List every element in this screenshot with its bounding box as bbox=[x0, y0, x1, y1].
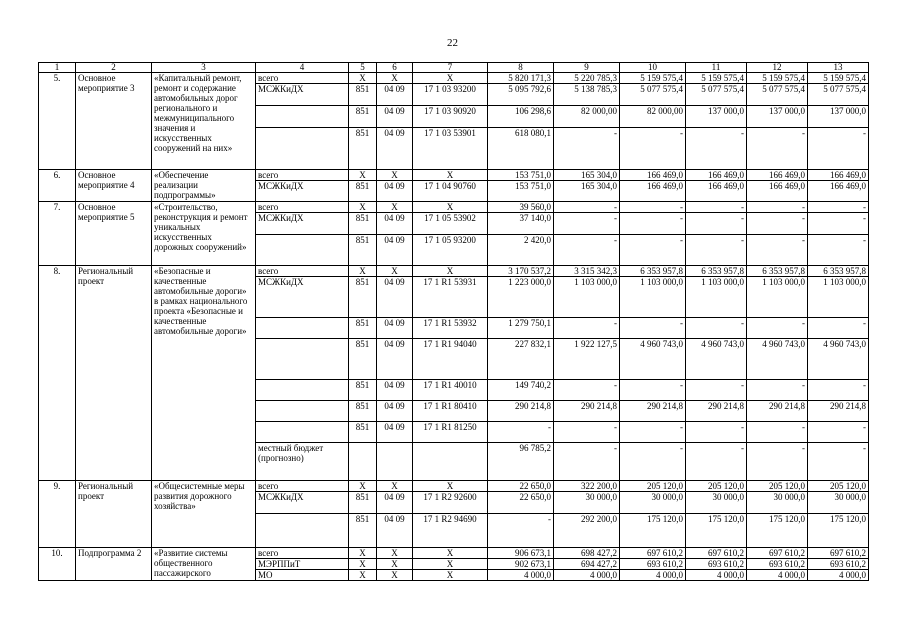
amount-year-3: 4 960 743,0 bbox=[620, 339, 686, 380]
section-code: 04 09 bbox=[377, 492, 413, 514]
amount-year-4: 290 214,8 bbox=[686, 401, 747, 422]
amount-year-5: 5 077 575,4 bbox=[747, 84, 808, 106]
grbs-code: 851 bbox=[349, 401, 377, 422]
amount-year-4: 175 120,0 bbox=[686, 514, 747, 548]
amount-year-4: - bbox=[686, 128, 747, 170]
amount-year-5: - bbox=[747, 318, 808, 339]
amount-year-2: - bbox=[554, 235, 620, 266]
amount-year-1: 22 650,0 bbox=[488, 481, 554, 492]
program-name: Основное мероприятие 4 bbox=[76, 170, 152, 202]
amount-year-5: 5 159 575,4 bbox=[747, 73, 808, 84]
section-code: 04 09 bbox=[377, 318, 413, 339]
amount-year-3: - bbox=[620, 443, 686, 481]
target-article-code: Х bbox=[413, 266, 488, 277]
amount-year-2: 3 315 342,3 bbox=[554, 266, 620, 277]
amount-year-6: 290 214,8 bbox=[808, 401, 869, 422]
amount-year-6: 5 159 575,4 bbox=[808, 73, 869, 84]
amount-year-2: 30 000,0 bbox=[554, 492, 620, 514]
section-code: Х bbox=[377, 570, 413, 581]
amount-year-2: 694 427,2 bbox=[554, 559, 620, 570]
program-name: Региональный проект bbox=[76, 481, 152, 548]
amount-year-4: 166 469,0 bbox=[686, 181, 747, 202]
amount-year-4: 5 159 575,4 bbox=[686, 73, 747, 84]
table-row bbox=[39, 170, 869, 181]
funding-source: всего bbox=[256, 73, 349, 84]
column-number-9: 9 bbox=[554, 63, 620, 73]
column-number-10: 10 bbox=[620, 63, 686, 73]
column-number-6: 6 bbox=[377, 63, 413, 73]
target-article-code: 17 1 R1 94040 bbox=[413, 339, 488, 380]
amount-year-6: - bbox=[808, 213, 869, 235]
target-article-code: 17 1 03 53901 bbox=[413, 128, 488, 170]
amount-year-3: - bbox=[620, 235, 686, 266]
amount-year-2: 1 922 127,5 bbox=[554, 339, 620, 380]
funding-source: МСЖКиДХ bbox=[256, 181, 349, 202]
amount-year-1: 37 140,0 bbox=[488, 213, 554, 235]
amount-year-1: - bbox=[488, 514, 554, 548]
amount-year-5: 137 000,0 bbox=[747, 106, 808, 128]
amount-year-4: 30 000,0 bbox=[686, 492, 747, 514]
amount-year-1: 2 420,0 bbox=[488, 235, 554, 266]
target-article-code: Х bbox=[413, 202, 488, 213]
amount-year-5: 697 610,2 bbox=[747, 548, 808, 559]
section-code: 04 09 bbox=[377, 181, 413, 202]
funding-source: всего bbox=[256, 548, 349, 559]
funding-source: МСЖКиДХ bbox=[256, 84, 349, 106]
amount-year-1: 5 820 171,3 bbox=[488, 73, 554, 84]
amount-year-5: - bbox=[747, 443, 808, 481]
amount-year-6: - bbox=[808, 443, 869, 481]
grbs-code: 851 bbox=[349, 339, 377, 380]
amount-year-1: 39 560,0 bbox=[488, 202, 554, 213]
amount-year-6: 137 000,0 bbox=[808, 106, 869, 128]
amount-year-3: - bbox=[620, 380, 686, 401]
amount-year-3: 30 000,0 bbox=[620, 492, 686, 514]
amount-year-6: 5 077 575,4 bbox=[808, 84, 869, 106]
column-number-3: 3 bbox=[152, 63, 256, 73]
program-name: Основное мероприятие 3 bbox=[76, 73, 152, 170]
funding-source: МСЖКиДХ bbox=[256, 213, 349, 235]
amount-year-4: 5 077 575,4 bbox=[686, 84, 747, 106]
amount-year-4: 137 000,0 bbox=[686, 106, 747, 128]
amount-year-1: 1 279 750,1 bbox=[488, 318, 554, 339]
table-row bbox=[39, 266, 869, 277]
target-article-code: 17 1 R1 53931 bbox=[413, 277, 488, 318]
amount-year-1: 96 785,2 bbox=[488, 443, 554, 481]
program-name: Региональный проект bbox=[76, 266, 152, 481]
amount-year-6: - bbox=[808, 235, 869, 266]
column-number-12: 12 bbox=[747, 63, 808, 73]
grbs-code: 851 bbox=[349, 492, 377, 514]
amount-year-5: - bbox=[747, 213, 808, 235]
amount-year-1: 22 650,0 bbox=[488, 492, 554, 514]
target-article-code: Х bbox=[413, 481, 488, 492]
program-description: «Капитальный ремонт, ремонт и содержание автомобильных дорог регионального и межмуниципального значения и искусственных сооружений на них» bbox=[152, 73, 256, 170]
column-number-7: 7 bbox=[413, 63, 488, 73]
funding-source: всего bbox=[256, 481, 349, 492]
funding-source: местный бюджет (прогнозно) bbox=[256, 443, 349, 481]
funding-source bbox=[256, 422, 349, 443]
amount-year-4: 693 610,2 bbox=[686, 559, 747, 570]
target-article-code: 17 1 R1 40010 bbox=[413, 380, 488, 401]
section-code: 04 09 bbox=[377, 235, 413, 266]
program-name: Подпрограмма 2 bbox=[76, 548, 152, 581]
amount-year-6: 697 610,2 bbox=[808, 548, 869, 559]
amount-year-2: - bbox=[554, 422, 620, 443]
funding-source: МСЖКиДХ bbox=[256, 492, 349, 514]
column-number-row bbox=[39, 63, 869, 73]
amount-year-5: - bbox=[747, 128, 808, 170]
amount-year-5: 205 120,0 bbox=[747, 481, 808, 492]
amount-year-6: 205 120,0 bbox=[808, 481, 869, 492]
section-code: 04 09 bbox=[377, 339, 413, 380]
table-row bbox=[39, 548, 869, 559]
grbs-code: Х bbox=[349, 170, 377, 181]
section-code: 04 09 bbox=[377, 422, 413, 443]
amount-year-2: 290 214,8 bbox=[554, 401, 620, 422]
funding-source: МСЖКиДХ bbox=[256, 277, 349, 318]
amount-year-3: 697 610,2 bbox=[620, 548, 686, 559]
amount-year-3: - bbox=[620, 422, 686, 443]
grbs-code: 851 bbox=[349, 181, 377, 202]
row-number: 6. bbox=[39, 170, 76, 202]
program-description: «Строительство, реконструкция и ремонт уникальных искусственных дорожных сооружений» bbox=[152, 202, 256, 266]
amount-year-2: 292 200,0 bbox=[554, 514, 620, 548]
amount-year-5: 1 103 000,0 bbox=[747, 277, 808, 318]
target-article-code: 17 1 05 93200 bbox=[413, 235, 488, 266]
section-code: Х bbox=[377, 559, 413, 570]
amount-year-2: 322 200,0 bbox=[554, 481, 620, 492]
section-code: 04 09 bbox=[377, 128, 413, 170]
target-article-code: Х bbox=[413, 559, 488, 570]
amount-year-4: 4 960 743,0 bbox=[686, 339, 747, 380]
section-code: 04 09 bbox=[377, 84, 413, 106]
amount-year-5: 175 120,0 bbox=[747, 514, 808, 548]
amount-year-6: 4 000,0 bbox=[808, 570, 869, 581]
amount-year-4: 166 469,0 bbox=[686, 170, 747, 181]
grbs-code: 851 bbox=[349, 213, 377, 235]
amount-year-3: 693 610,2 bbox=[620, 559, 686, 570]
amount-year-1: 290 214,8 bbox=[488, 401, 554, 422]
amount-year-1: 618 080,1 bbox=[488, 128, 554, 170]
amount-year-1: 902 673,1 bbox=[488, 559, 554, 570]
amount-year-3: 205 120,0 bbox=[620, 481, 686, 492]
column-number-1: 1 bbox=[39, 63, 76, 73]
amount-year-1: 5 095 792,6 bbox=[488, 84, 554, 106]
grbs-code: Х bbox=[349, 548, 377, 559]
amount-year-2: 5 138 785,3 bbox=[554, 84, 620, 106]
amount-year-3: - bbox=[620, 213, 686, 235]
amount-year-5: 290 214,8 bbox=[747, 401, 808, 422]
section-code bbox=[377, 443, 413, 481]
amount-year-6: 175 120,0 bbox=[808, 514, 869, 548]
grbs-code: 851 bbox=[349, 106, 377, 128]
section-code: Х bbox=[377, 170, 413, 181]
amount-year-6: - bbox=[808, 318, 869, 339]
amount-year-3: 166 469,0 bbox=[620, 181, 686, 202]
amount-year-3: 290 214,8 bbox=[620, 401, 686, 422]
amount-year-5: 4 960 743,0 bbox=[747, 339, 808, 380]
grbs-code: Х bbox=[349, 73, 377, 84]
target-article-code: Х bbox=[413, 73, 488, 84]
amount-year-6: - bbox=[808, 422, 869, 443]
section-code: Х bbox=[377, 548, 413, 559]
section-code: Х bbox=[377, 266, 413, 277]
amount-year-1: 4 000,0 bbox=[488, 570, 554, 581]
target-article-code: 17 1 R1 81250 bbox=[413, 422, 488, 443]
amount-year-2: - bbox=[554, 202, 620, 213]
column-number-13: 13 bbox=[808, 63, 869, 73]
amount-year-3: - bbox=[620, 202, 686, 213]
column-number-2: 2 bbox=[76, 63, 152, 73]
table-row bbox=[39, 73, 869, 84]
target-article-code: 17 1 R1 80410 bbox=[413, 401, 488, 422]
grbs-code: Х bbox=[349, 202, 377, 213]
amount-year-5: 166 469,0 bbox=[747, 181, 808, 202]
funding-source bbox=[256, 128, 349, 170]
row-number: 8. bbox=[39, 266, 76, 481]
amount-year-1: 1 223 000,0 bbox=[488, 277, 554, 318]
funding-source: всего bbox=[256, 170, 349, 181]
amount-year-1: 149 740,2 bbox=[488, 380, 554, 401]
grbs-code: 851 bbox=[349, 84, 377, 106]
amount-year-1: 227 832,1 bbox=[488, 339, 554, 380]
amount-year-5: - bbox=[747, 235, 808, 266]
page-number: 22 bbox=[447, 37, 458, 49]
target-article-code: 17 1 03 93200 bbox=[413, 84, 488, 106]
amount-year-6: 166 469,0 bbox=[808, 170, 869, 181]
program-name: Основное мероприятие 5 bbox=[76, 202, 152, 266]
row-number: 9. bbox=[39, 481, 76, 548]
amount-year-5: 693 610,2 bbox=[747, 559, 808, 570]
target-article-code: 17 1 R2 94690 bbox=[413, 514, 488, 548]
funding-source: МО bbox=[256, 570, 349, 581]
section-code: 04 09 bbox=[377, 277, 413, 318]
amount-year-2: 5 220 785,3 bbox=[554, 73, 620, 84]
amount-year-6: 6 353 957,8 bbox=[808, 266, 869, 277]
column-number-11: 11 bbox=[686, 63, 747, 73]
target-article-code: Х bbox=[413, 170, 488, 181]
target-article-code: Х bbox=[413, 548, 488, 559]
funding-source bbox=[256, 318, 349, 339]
grbs-code: Х bbox=[349, 570, 377, 581]
row-number: 7. bbox=[39, 202, 76, 266]
amount-year-4: 4 000,0 bbox=[686, 570, 747, 581]
grbs-code: 851 bbox=[349, 318, 377, 339]
program-description: «Безопасные и качественные автомобильные дороги» в рамках национального проекта «Безопасные и качественные автомобильные дороги» bbox=[152, 266, 256, 481]
amount-year-2: - bbox=[554, 380, 620, 401]
amount-year-3: 6 353 957,8 bbox=[620, 266, 686, 277]
amount-year-6: 1 103 000,0 bbox=[808, 277, 869, 318]
amount-year-1: 153 751,0 bbox=[488, 181, 554, 202]
target-article-code: 17 1 R1 53932 bbox=[413, 318, 488, 339]
amount-year-5: - bbox=[747, 202, 808, 213]
target-article-code: Х bbox=[413, 570, 488, 581]
funding-source: всего bbox=[256, 202, 349, 213]
amount-year-6: 4 960 743,0 bbox=[808, 339, 869, 380]
amount-year-3: 175 120,0 bbox=[620, 514, 686, 548]
amount-year-4: 697 610,2 bbox=[686, 548, 747, 559]
amount-year-3: 166 469,0 bbox=[620, 170, 686, 181]
section-code: 04 09 bbox=[377, 380, 413, 401]
amount-year-2: - bbox=[554, 443, 620, 481]
funding-source bbox=[256, 339, 349, 380]
amount-year-2: - bbox=[554, 128, 620, 170]
amount-year-3: 5 077 575,4 bbox=[620, 84, 686, 106]
target-article-code: 17 1 R2 92600 bbox=[413, 492, 488, 514]
amount-year-5: - bbox=[747, 422, 808, 443]
column-number-4: 4 bbox=[256, 63, 349, 73]
target-article-code bbox=[413, 443, 488, 481]
amount-year-4: - bbox=[686, 202, 747, 213]
amount-year-5: 4 000,0 bbox=[747, 570, 808, 581]
amount-year-4: - bbox=[686, 380, 747, 401]
grbs-code: 851 bbox=[349, 235, 377, 266]
amount-year-6: - bbox=[808, 128, 869, 170]
grbs-code: 851 bbox=[349, 380, 377, 401]
amount-year-4: - bbox=[686, 443, 747, 481]
grbs-code: Х bbox=[349, 559, 377, 570]
grbs-code: Х bbox=[349, 481, 377, 492]
target-article-code: 17 1 04 90760 bbox=[413, 181, 488, 202]
section-code: 04 09 bbox=[377, 106, 413, 128]
funding-source bbox=[256, 380, 349, 401]
amount-year-4: - bbox=[686, 213, 747, 235]
funding-source bbox=[256, 401, 349, 422]
amount-year-1: 906 673,1 bbox=[488, 548, 554, 559]
grbs-code bbox=[349, 443, 377, 481]
grbs-code: 851 bbox=[349, 422, 377, 443]
amount-year-2: 4 000,0 bbox=[554, 570, 620, 581]
amount-year-4: 1 103 000,0 bbox=[686, 277, 747, 318]
amount-year-4: - bbox=[686, 235, 747, 266]
section-code: 04 09 bbox=[377, 213, 413, 235]
program-description: «Общесистемные меры развития дорожного хозяйства» bbox=[152, 481, 256, 548]
section-code: Х bbox=[377, 481, 413, 492]
amount-year-6: 693 610,2 bbox=[808, 559, 869, 570]
amount-year-2: 82 000,00 bbox=[554, 106, 620, 128]
amount-year-1: 106 298,6 bbox=[488, 106, 554, 128]
amount-year-5: - bbox=[747, 380, 808, 401]
section-code: Х bbox=[377, 73, 413, 84]
amount-year-3: 4 000,0 bbox=[620, 570, 686, 581]
target-article-code: 17 1 03 90920 bbox=[413, 106, 488, 128]
amount-year-5: 6 353 957,8 bbox=[747, 266, 808, 277]
amount-year-3: 1 103 000,0 bbox=[620, 277, 686, 318]
funding-source bbox=[256, 235, 349, 266]
amount-year-6: 166 469,0 bbox=[808, 181, 869, 202]
column-number-5: 5 bbox=[349, 63, 377, 73]
amount-year-5: 166 469,0 bbox=[747, 170, 808, 181]
amount-year-2: 165 304,0 bbox=[554, 181, 620, 202]
amount-year-4: - bbox=[686, 422, 747, 443]
funding-source: МЭРППиТ bbox=[256, 559, 349, 570]
amount-year-4: - bbox=[686, 318, 747, 339]
program-description: «Обеспечение реализации подпрограммы» bbox=[152, 170, 256, 202]
amount-year-1: 3 170 537,2 bbox=[488, 266, 554, 277]
amount-year-3: 5 159 575,4 bbox=[620, 73, 686, 84]
amount-year-6: - bbox=[808, 202, 869, 213]
funding-source: всего bbox=[256, 266, 349, 277]
section-code: 04 09 bbox=[377, 401, 413, 422]
amount-year-1: - bbox=[488, 422, 554, 443]
section-code: 04 09 bbox=[377, 514, 413, 548]
amount-year-6: - bbox=[808, 380, 869, 401]
target-article-code: 17 1 05 53902 bbox=[413, 213, 488, 235]
amount-year-6: 30 000,0 bbox=[808, 492, 869, 514]
amount-year-2: 1 103 000,0 bbox=[554, 277, 620, 318]
grbs-code: 851 bbox=[349, 128, 377, 170]
table-row bbox=[39, 481, 869, 492]
grbs-code: 851 bbox=[349, 277, 377, 318]
funding-source bbox=[256, 514, 349, 548]
amount-year-3: - bbox=[620, 318, 686, 339]
amount-year-5: 30 000,0 bbox=[747, 492, 808, 514]
row-number: 5. bbox=[39, 73, 76, 170]
amount-year-2: 165 304,0 bbox=[554, 170, 620, 181]
amount-year-2: 698 427,2 bbox=[554, 548, 620, 559]
program-description: «Развитие системы общественного пассажирского bbox=[152, 548, 256, 581]
amount-year-2: - bbox=[554, 213, 620, 235]
grbs-code: 851 bbox=[349, 514, 377, 548]
amount-year-3: - bbox=[620, 128, 686, 170]
amount-year-4: 205 120,0 bbox=[686, 481, 747, 492]
column-number-8: 8 bbox=[488, 63, 554, 73]
amount-year-4: 6 353 957,8 bbox=[686, 266, 747, 277]
budget-table bbox=[38, 62, 869, 581]
funding-source bbox=[256, 106, 349, 128]
grbs-code: Х bbox=[349, 266, 377, 277]
row-number: 10. bbox=[39, 548, 76, 581]
section-code: Х bbox=[377, 202, 413, 213]
amount-year-3: 82 000,00 bbox=[620, 106, 686, 128]
amount-year-1: 153 751,0 bbox=[488, 170, 554, 181]
table-row bbox=[39, 202, 869, 213]
amount-year-2: - bbox=[554, 318, 620, 339]
